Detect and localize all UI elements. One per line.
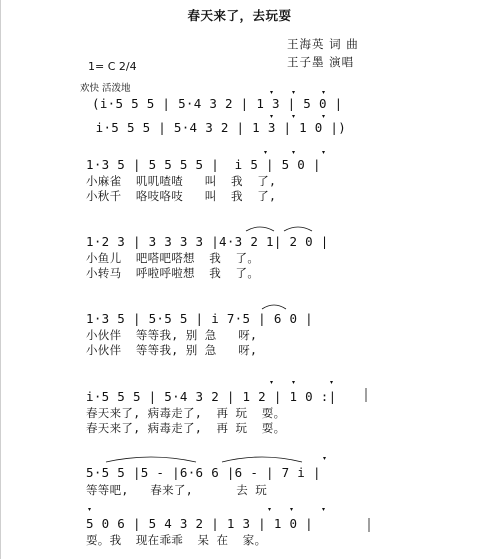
- system-6-lyrics: 耍。我 现在乖乖 呆 在 家。: [86, 533, 267, 547]
- accent-mark: [268, 508, 271, 511]
- accent-mark: [290, 508, 293, 511]
- accent-mark: [292, 381, 295, 384]
- tempo-marking: 欢快 活泼地: [80, 83, 131, 94]
- system-4-lyrics-verse-1: 春天来了, 病毒走了, 再 玩 耍。: [86, 406, 286, 420]
- intro-notes-line-2: i·5 5 5 | 5·4 3 2 | 1 3 | 1 0 |): [80, 120, 347, 135]
- system-3-lyrics-verse-2: 小伙伴 等等我, 别 急 呀,: [86, 343, 258, 357]
- accent-mark: [292, 91, 295, 94]
- accent-mark: [292, 115, 295, 118]
- accent-mark: [322, 91, 325, 94]
- tie-arc: [262, 305, 286, 309]
- system-5-notes: 5·5 5 |5 - |6·6 6 |6 - | 7 i |: [86, 465, 321, 480]
- song-title: 春天来了，去玩耍: [187, 8, 292, 23]
- accent-mark: [322, 508, 325, 511]
- system-1-lyrics-verse-2: 小秋千 咯吱咯吱 叫 我 了,: [86, 189, 277, 203]
- system-4-notes: i·5 5 5 | 5·4 3 2 | 1 2 | 1 0 :|: [86, 389, 337, 404]
- tie-arc: [106, 457, 196, 462]
- system-2-notes: 1·2 3 | 3 3 3 3 |4·3 2 1| 2 0 |: [86, 234, 329, 249]
- system-4-lyrics-verse-2: 春天来了, 病毒走了, 再 玩 耍。: [86, 421, 286, 435]
- system-2-lyrics-verse-2: 小转马 呼啦呼啦想 我 了。: [86, 266, 260, 280]
- system-5-lyrics: 等等吧, 春来了, 去 玩: [86, 483, 268, 497]
- system-3-lyrics-verse-1: 小伙伴 等等我, 别 急 呀,: [86, 328, 258, 342]
- accent-mark: [292, 151, 295, 154]
- composer-credit: 王海英 词 曲: [287, 37, 359, 51]
- intro-notes-line-1: (i·5 5 5 | 5·4 3 2 | 1 3 | 5 0 |: [92, 96, 343, 111]
- accent-mark: [88, 508, 91, 511]
- system-1-lyrics-verse-1: 小麻雀 叽叽喳喳 叫 我 了,: [86, 174, 277, 188]
- singer-credit: 王子墨 演唱: [287, 55, 355, 69]
- accent-mark: [322, 115, 325, 118]
- accent-mark: [270, 115, 273, 118]
- tie-arc: [222, 457, 302, 462]
- tie-arc: [246, 227, 274, 231]
- system-3-notes: 1·3 5 | 5·5 5 | i 7·5 | 6 0 |: [86, 311, 313, 326]
- accent-mark: [270, 381, 273, 384]
- accent-mark: [270, 91, 273, 94]
- system-6-notes: 5 0 6 | 5 4 3 2 | 1 3 | 1 0 |: [86, 516, 313, 531]
- system-1-notes: 1·3 5 | 5 5 5 5 | i 5 | 5 0 |: [86, 157, 321, 172]
- accent-mark: [323, 457, 326, 460]
- accent-mark: [264, 151, 267, 154]
- key-signature: 1= C 2/4: [88, 60, 137, 73]
- accent-mark: [330, 381, 333, 384]
- system-2-lyrics-verse-1: 小鱼儿 吧嗒吧嗒想 我 了。: [86, 251, 260, 265]
- page-edge: [0, 0, 1, 559]
- accent-mark: [322, 151, 325, 154]
- tie-arc: [284, 227, 312, 231]
